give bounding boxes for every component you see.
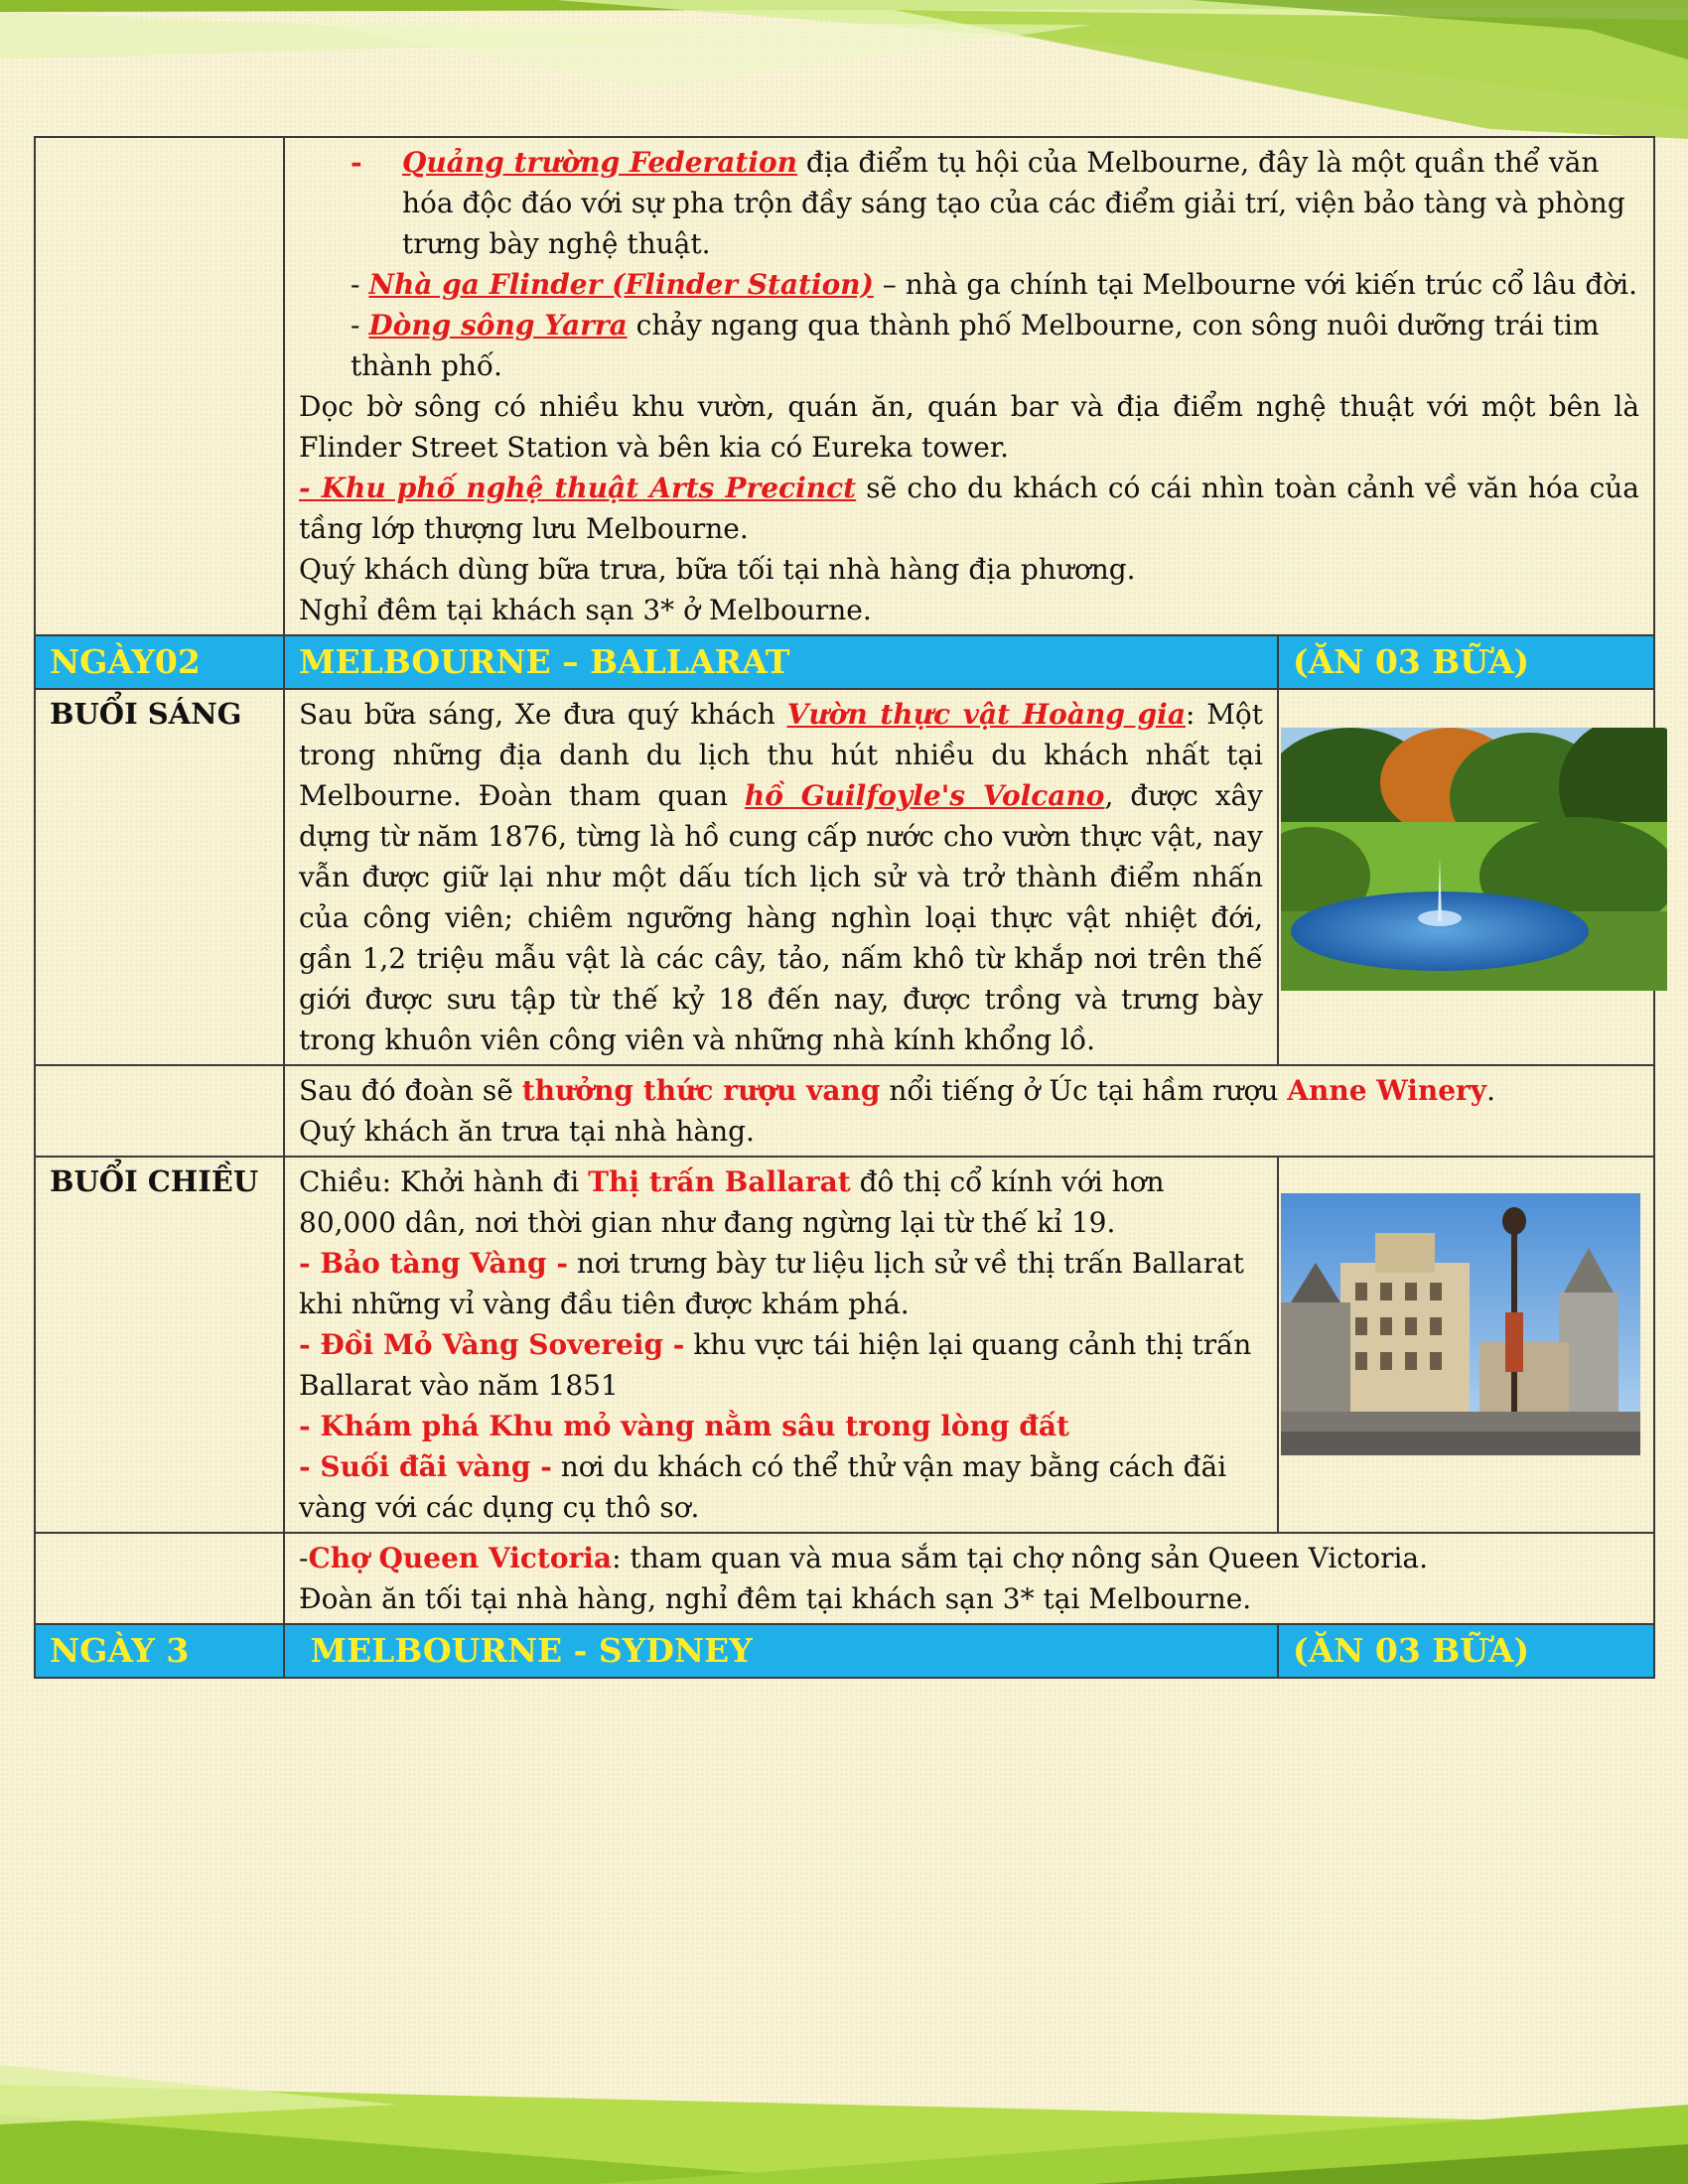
morning-rest: , được xây dựng từ năm 1876, từng là hồ cung cấp nước cho vườn thực vật, nay vẫn được giữ lại như một dấu tích lịch sử và trở thành điểm nhấn của công viên; chiêm ngưỡng hàng nghìn loại thực vật nhiệt đới, gần 1,2 triệu mẫu vật là các cây, tảo, nấm khô từ khắp nơi trên thế giới được sưu tập từ thế kỷ 18 đến nay, được trồng và trưng bày trong khuôn viên công viên và những nhà kính khổng lồ. <box>299 779 1263 1056</box>
afternoon-label: BUỔI CHIỀU <box>35 1157 284 1533</box>
afternoon-content <box>284 1157 1278 1533</box>
ballarat-town-photo <box>1281 1193 1640 1455</box>
afternoon-row <box>35 1157 1654 1533</box>
dinner-text: Đoàn ăn tối tại nhà hàng, nghỉ đêm tại khách sạn 3* tại Melbourne. <box>299 1582 1252 1615</box>
market-label-cell <box>35 1533 284 1624</box>
arts-link[interactable]: - Khu phố nghệ thuật Arts Precinct <box>299 472 857 504</box>
garden-link[interactable]: Vườn thực vật Hoàng gia <box>786 698 1186 731</box>
intro-label-cell <box>35 137 284 635</box>
yarra-link[interactable]: Dòng sông Yarra <box>368 309 628 341</box>
day3-meals: (ĂN 03 BỮA) <box>1278 1624 1654 1678</box>
wine-intro: Sau đó đoàn sẽ <box>299 1074 522 1107</box>
afternoon-intro: Chiều: Khởi hành đi <box>299 1165 589 1198</box>
flinder-item <box>299 264 1639 305</box>
header-decoration <box>0 0 1688 139</box>
lunch-text: Quý khách ăn trưa tại nhà hàng. <box>299 1115 755 1148</box>
itinerary-table <box>34 136 1655 1679</box>
market-content <box>284 1533 1654 1624</box>
mine-item: - Khám phá Khu mỏ vàng nằm sâu trong lòng đất <box>299 1410 1069 1442</box>
wine-row <box>35 1065 1654 1157</box>
federation-link[interactable]: Quảng trường Federation <box>402 146 798 179</box>
market-name: Chợ Queen Victoria <box>308 1542 613 1574</box>
morning-content <box>284 689 1278 1065</box>
afternoon-photo-cell <box>1278 1157 1654 1533</box>
afternoon-intro-line <box>299 1161 1253 1243</box>
day2-route: MELBOURNE – BALLARAT <box>284 635 1278 689</box>
wine-content <box>284 1065 1654 1157</box>
morning-mid: : Một trong những địa danh du lịch thu hút nhiều du khách nhất tại Melbourne. Đoàn tham quan <box>299 698 1264 812</box>
gold-museum-item <box>299 1243 1253 1324</box>
afternoon-rest: đô thị cổ kính với hơn 80,000 dân, nơi thời gian như đang ngừng lại từ thế kỉ 19. <box>299 1165 1165 1239</box>
day2-label: NGÀY02 <box>35 635 284 689</box>
federation-text: địa điểm tụ hội của Melbourne, đây là một quần thể văn hóa độc đáo với sự pha trộn đầy sáng tạo của các điểm giải trí, viện bảo tàng và phòng trưng bày nghệ thuật. <box>402 146 1625 260</box>
panning-text: nơi du khách có thể thử vận may bằng cách đãi vàng với các dụng cụ thô sơ. <box>299 1450 1227 1524</box>
flinder-text: – nhà ga chính tại Melbourne với kiến trúc cổ lâu đời. <box>873 268 1638 301</box>
sovereign-name: - Đồi Mỏ Vàng Sovereig - <box>299 1328 685 1361</box>
day3-route: MELBOURNE - SYDNEY <box>284 1624 1278 1678</box>
wine-line <box>299 1070 1639 1111</box>
winery-name: Anne Winery <box>1287 1074 1487 1107</box>
sovereign-item <box>299 1324 1253 1406</box>
yarra-text: chảy ngang qua thành phố Melbourne, con sông nuôi dưỡng trái tim thành phố. <box>351 309 1600 382</box>
market-row <box>35 1533 1654 1624</box>
gold-museum-name: - Bảo tàng Vàng - <box>299 1247 568 1280</box>
riverside-text: Dọc bờ sông có nhiều khu vườn, quán ăn, quán bar và địa điểm nghệ thuật với một bên là Flinder Street Station và bên kia có Eureka tower. <box>299 390 1640 464</box>
ballarat-name: Thị trấn Ballarat <box>588 1165 851 1198</box>
flinder-dash: - <box>351 268 369 301</box>
panning-item <box>299 1446 1253 1528</box>
market-dash: - <box>299 1542 309 1574</box>
morning-label: BUỔI SÁNG <box>35 689 284 1065</box>
arts-item <box>299 468 1639 549</box>
flinder-link[interactable]: Nhà ga Flinder (Flinder Station) <box>368 268 874 301</box>
day3-header-row <box>35 1624 1654 1678</box>
arts-text: sẽ cho du khách có cái nhìn toàn cảnh về văn hóa của tầng lớp thượng lưu Melbourne. <box>299 472 1640 545</box>
market-line <box>299 1538 1639 1578</box>
intro-content-cell <box>284 137 1654 635</box>
wine-end: . <box>1486 1074 1495 1107</box>
overnight-text: Nghỉ đêm tại khách sạn 3* ở Melbourne. <box>299 594 872 626</box>
federation-item <box>299 142 1639 264</box>
wine-label-cell <box>35 1065 284 1157</box>
botanic-garden-photo <box>1281 728 1667 991</box>
yarra-dash: - <box>351 309 369 341</box>
day2-header-row <box>35 635 1654 689</box>
yarra-item <box>299 305 1639 386</box>
day2-meals: (ĂN 03 BỮA) <box>1278 635 1654 689</box>
market-text: : tham quan và mua sắm tại chợ nông sản Queen Victoria. <box>612 1542 1429 1574</box>
panning-name: - Suối đãi vàng - <box>299 1450 552 1483</box>
morning-intro: Sau bữa sáng, Xe đưa quý khách <box>299 698 787 731</box>
meals-text: Quý khách dùng bữa trưa, bữa tối tại nhà hàng địa phương. <box>299 553 1136 586</box>
gold-museum-text: nơi trưng bày tư liệu lịch sử về thị trấn Ballarat khi những vỉ vàng đầu tiên được khám phá. <box>299 1247 1244 1320</box>
wine-mid: nổi tiếng ở Úc tại hầm rượu <box>880 1074 1288 1107</box>
lake-link[interactable]: hồ Guilfoyle's Volcano <box>744 779 1105 812</box>
morning-row <box>35 689 1654 1065</box>
intro-row <box>35 137 1654 635</box>
day3-label: NGÀY 3 <box>35 1624 284 1678</box>
sovereign-text: khu vực tái hiện lại quang cảnh thị trấn Ballarat vào năm 1851 <box>299 1328 1252 1402</box>
morning-photo-cell <box>1278 689 1654 1065</box>
bullet-dash: - <box>351 146 362 179</box>
wine-highlight: thưởng thức rượu vang <box>521 1074 881 1107</box>
footer-decoration <box>0 2045 1688 2184</box>
